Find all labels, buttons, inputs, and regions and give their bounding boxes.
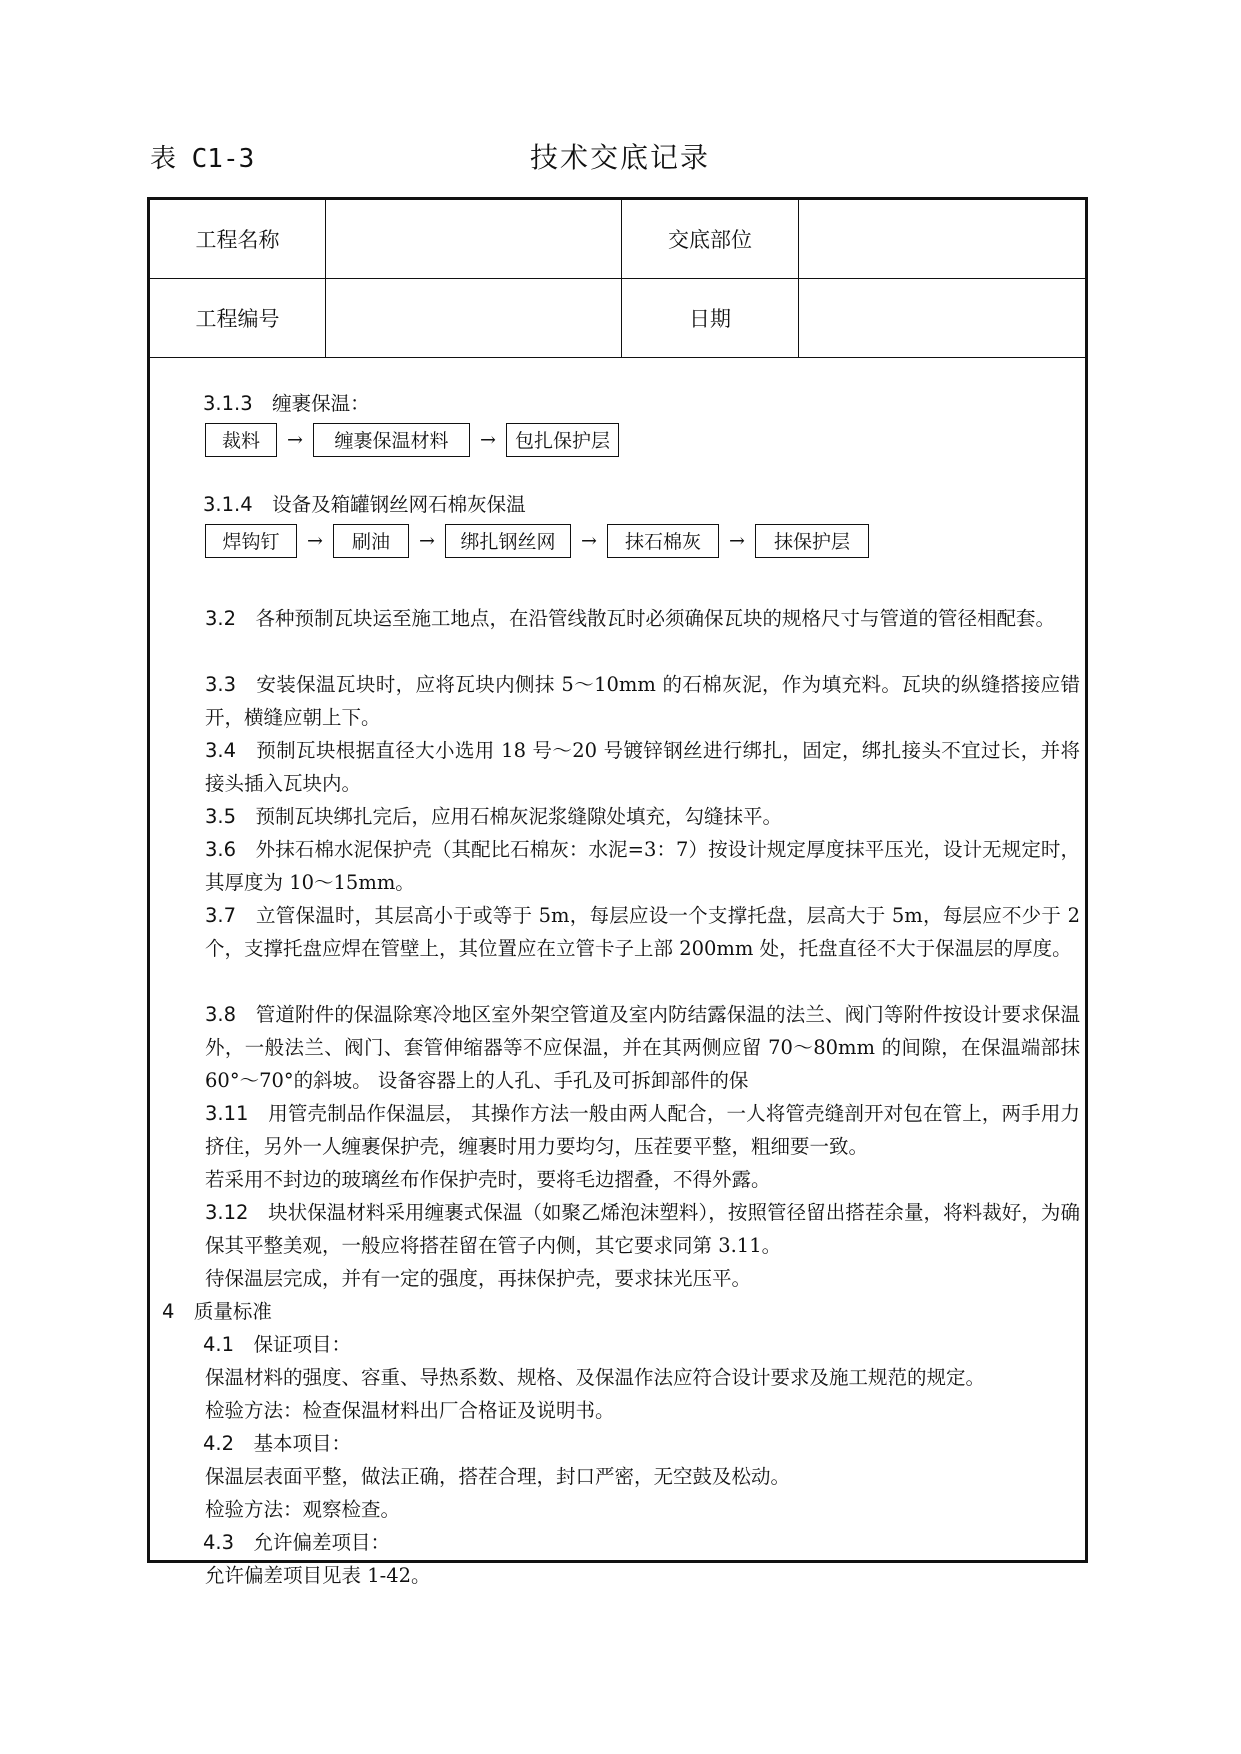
- flow-step: 绑扎钢丝网: [445, 524, 571, 558]
- paragraph-number: 3.3: [205, 673, 237, 696]
- paragraph-number: 3.8: [205, 1003, 237, 1026]
- project-no-field[interactable]: [326, 279, 622, 358]
- flow-step: 刷油: [333, 524, 409, 558]
- subsection-title: 4.1 保证项目：: [203, 1333, 352, 1356]
- flow-step: 焊钩钉: [205, 524, 297, 558]
- arrow-icon: →: [307, 529, 323, 552]
- project-no-label: 工程编号: [150, 279, 326, 358]
- flow-313: [205, 423, 619, 457]
- paragraph: [162, 603, 1080, 636]
- paragraph-text: 块状保温材料采用缠裹式保温（如聚乙烯泡沫塑料），按照管径留出搭茬余量，将料裁好，为确保其平整美观，一般应将搭茬留在管子内侧，其它要求同第 3.11。: [205, 1201, 1080, 1257]
- flow-313-title: 3.1.3 缠裹保温：: [203, 392, 370, 415]
- arrow-icon: →: [729, 529, 745, 552]
- flow-step: 包扎保护层: [506, 423, 619, 457]
- paragraph-number: 3.12: [205, 1201, 249, 1224]
- project-name-field[interactable]: [326, 200, 622, 279]
- arrow-icon: →: [480, 428, 496, 451]
- paragraph-text: 预制瓦块根据直径大小选用 18 号～20 号镀锌钢丝进行绑扎，固定，绑扎接头不宜过长，并将接头插入瓦块内。: [205, 739, 1080, 795]
- paragraph: [162, 900, 1080, 966]
- flow-step: 缠裹保温材料: [313, 423, 470, 457]
- paragraph: [162, 1164, 1080, 1197]
- paragraph: [162, 1098, 1080, 1164]
- arrow-icon: →: [287, 428, 303, 451]
- paragraph-text: 若采用不封边的玻璃丝布作保护壳时，要将毛边摺叠，不得外露。: [205, 1168, 771, 1191]
- flow-314: [205, 524, 869, 558]
- paragraph: [162, 834, 1080, 900]
- arrow-icon: →: [419, 529, 435, 552]
- form-number: 表 C1-3: [150, 144, 255, 174]
- date-field[interactable]: [799, 279, 1086, 358]
- part-field[interactable]: [799, 200, 1086, 279]
- part-label: 交底部位: [622, 200, 799, 279]
- paragraph-text: 待保温层完成，并有一定的强度，再抹保护壳，要求抹光压平。: [205, 1267, 752, 1290]
- paragraph-text: 立管保温时，其层高小于或等于 5m，每层应设一个支撑托盘，层高大于 5m，每层应不少于 2 个，支撑托盘应焊在管壁上，其位置应在立管卡子上部 200mm 处，托盘直径不大于保温层的厚度。: [205, 904, 1080, 960]
- record-frame: [147, 197, 1088, 1587]
- paragraph-number: 3.7: [205, 904, 237, 927]
- paragraph: [162, 669, 1080, 735]
- paragraph-number: 3.5: [205, 805, 237, 828]
- text-line: 检验方法：观察检查。: [205, 1498, 401, 1521]
- paragraph-text: 管道附件的保温除寒冷地区室外架空管道及室内防结露保温的法兰、阀门等附件按设计要求保温外，一般法兰、阀门、套管伸缩器等不应保温，并在其两侧应留 70～80mm 的间隙，在保温端部抹 60°～70°的斜坡。 设备容器上的人孔、手孔及可拆卸部件的保: [205, 1003, 1080, 1092]
- text-line: 检验方法：检查保温材料出厂合格证及说明书。: [205, 1399, 615, 1422]
- project-name-label: 工程名称: [150, 200, 326, 279]
- paragraph-text: 外抹石棉水泥保护壳（其配比石棉灰：水泥=3：7）按设计规定厚度抹平压光，设计无规定时，其厚度为 10～15mm。: [205, 838, 1080, 894]
- subsection-title: 4.2 基本项目：: [203, 1432, 352, 1455]
- paragraph: [162, 1263, 1080, 1296]
- text-line: 允许偏差项目见表 1-42。: [205, 1564, 431, 1587]
- flow-314-title: 3.1.4 设备及箱罐钢丝网石棉灰保温: [203, 493, 526, 516]
- paragraph: [162, 999, 1080, 1097]
- paragraph: [162, 735, 1080, 801]
- section-heading: 4 质量标准: [162, 1300, 272, 1323]
- paragraph-text: 安装保温瓦块时，应将瓦块内侧抹 5～10mm 的石棉灰泥，作为填充料。瓦块的纵缝搭接应错开，横缝应朝上下。: [205, 673, 1080, 729]
- flow-step: 抹保护层: [755, 524, 869, 558]
- text-line: 保温材料的强度、容重、导热系数、规格、及保温作法应符合设计要求及施工规范的规定。: [205, 1366, 986, 1389]
- info-table: [150, 200, 1085, 358]
- date-label: 日期: [622, 279, 799, 358]
- paragraph-number: 3.2: [205, 607, 237, 630]
- paragraph: [162, 1197, 1080, 1263]
- arrow-icon: →: [581, 529, 597, 552]
- document-title: 技术交底记录: [530, 141, 711, 174]
- paragraph-text: 用管壳制品作保温层， 其操作方法一般由两人配合，一人将管壳缝剖开对包在管上，两手用力挤住，另外一人缠裹保护壳，缠裹时用力要均匀，压茬要平整，粗细要一致。: [205, 1102, 1080, 1158]
- subsection-title: 4.3 允许偏差项目：: [203, 1531, 391, 1554]
- flow-step: 裁料: [205, 423, 277, 457]
- paragraph-text: 各种预制瓦块运至施工地点，在沿管线散瓦时必须确保瓦块的规格尺寸与管道的管径相配套。: [255, 607, 1056, 630]
- flow-step: 抹石棉灰: [607, 524, 719, 558]
- paragraph: [162, 801, 1080, 834]
- paragraph-number: 3.4: [205, 739, 237, 762]
- text-line: 保温层表面平整，做法正确，搭茬合理，封口严密，无空鼓及松动。: [205, 1465, 791, 1488]
- paragraph-number: 3.6: [205, 838, 237, 861]
- paragraph-number: 3.11: [205, 1102, 249, 1125]
- paragraph-text: 预制瓦块绑扎完后，应用石棉灰泥浆缝隙处填充，勾缝抹平。: [255, 805, 783, 828]
